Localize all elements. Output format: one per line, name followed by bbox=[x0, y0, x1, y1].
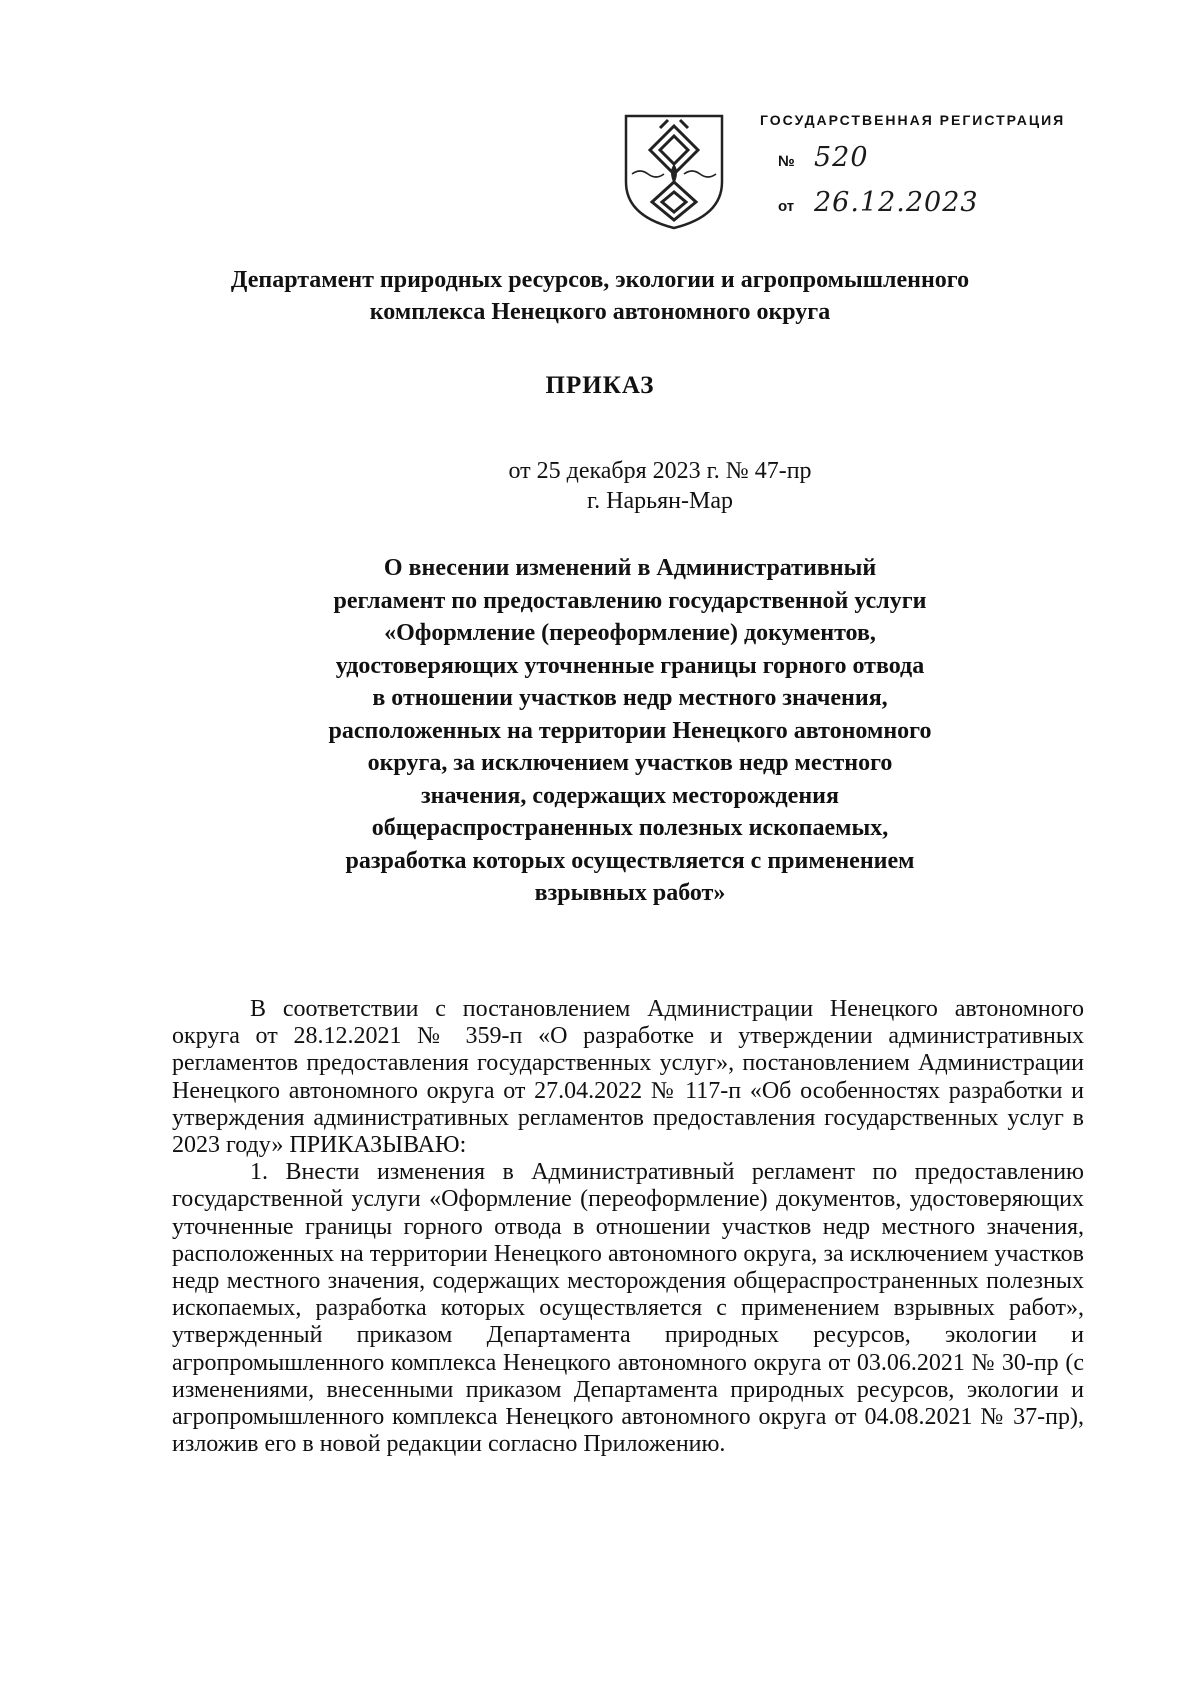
registration-date-line bbox=[760, 187, 1080, 218]
order-date-number: от 25 декабря 2023 г. № 47-пр bbox=[508, 458, 812, 484]
subject-line: удостоверяющих уточненные границы горного отвода bbox=[335, 652, 925, 679]
coat-of-arms-emblem bbox=[620, 112, 728, 232]
subject-line: «Оформление (переоформление) документов, bbox=[384, 620, 876, 646]
subject-line: регламент по предоставлению государственной услуги bbox=[333, 587, 927, 614]
order-body bbox=[172, 996, 1084, 1458]
registration-date-handwritten: 26.12.2023 bbox=[814, 187, 979, 218]
registration-title: ГОСУДАРСТВЕННАЯ РЕГИСТРАЦИЯ bbox=[760, 112, 1066, 128]
registration-date-label: от bbox=[778, 198, 795, 215]
order-date-block bbox=[0, 456, 1200, 516]
document-type-heading: ПРИКАЗ bbox=[545, 372, 655, 399]
department-line-2: комплекса Ненецкого автономного округа bbox=[369, 299, 831, 325]
coat-of-arms-icon bbox=[620, 112, 728, 232]
registration-number-handwritten: 520 bbox=[814, 142, 869, 173]
subject-line: общераспространенных полезных ископаемых, bbox=[371, 815, 889, 841]
subject-line: округа, за исключением участков недр местного bbox=[367, 750, 893, 776]
department-name bbox=[0, 264, 1200, 328]
registration-number-label: № bbox=[778, 153, 795, 170]
registration-number-line bbox=[760, 142, 1080, 173]
body-paragraph-preamble: В соответствии с постановлением Администрации Ненецкого автономного округа от 28.12.2021 № 359-п «О разработке и утверждении административных регламентов предоставления государственных услуг», постановлением Администрации Ненецкого автономного округа от 27.04.2022 № 117-п «Об особенностях разработки и утверждения административных регламентов предоставления государственных услуг в 2023 году» ПРИКАЗЫВАЮ: bbox=[172, 996, 1084, 1159]
order-subject bbox=[250, 552, 1010, 910]
subject-line: разработка которых осуществляется с применением bbox=[345, 847, 915, 874]
subject-line: О внесении изменений в Административный bbox=[383, 555, 877, 581]
department-line-1: Департамент природных ресурсов, экологии и агропромышленного bbox=[230, 267, 970, 293]
subject-line: значения, содержащих месторождения bbox=[421, 782, 839, 809]
registration-stamp bbox=[760, 112, 1080, 218]
order-city: г. Нарьян-Мар bbox=[587, 488, 733, 514]
subject-line: в отношении участков недр местного значения, bbox=[372, 685, 888, 711]
subject-line: взрывных работ» bbox=[534, 880, 726, 906]
subject-line: расположенных на территории Ненецкого автономного bbox=[328, 717, 932, 744]
body-paragraph-item-1: 1. Внести изменения в Административный регламент по предоставлению государственной услуги «Оформление (переоформление) документов, удостоверяющих уточненные границы горного отвода в отношении участков недр местного значения, расположенных на территории Ненецкого автономного округа, за исключением участков недр местного значения, содержащих месторождения общераспространенных полезных ископаемых, разработка которых осуществляется с применением взрывных работ», утвержденный приказом Департамента природных ресурсов, экологии и агропромышленного комплекса Ненецкого автономного округа от 03.06.2021 № 30-пр (с изменениями, внесенными приказом Департамента природных ресурсов, экологии и агропромышленного комплекса Ненецкого автономного округа от 04.08.2021 № 37-пр), изложив его в новой редакции согласно Приложению. bbox=[172, 1159, 1084, 1458]
